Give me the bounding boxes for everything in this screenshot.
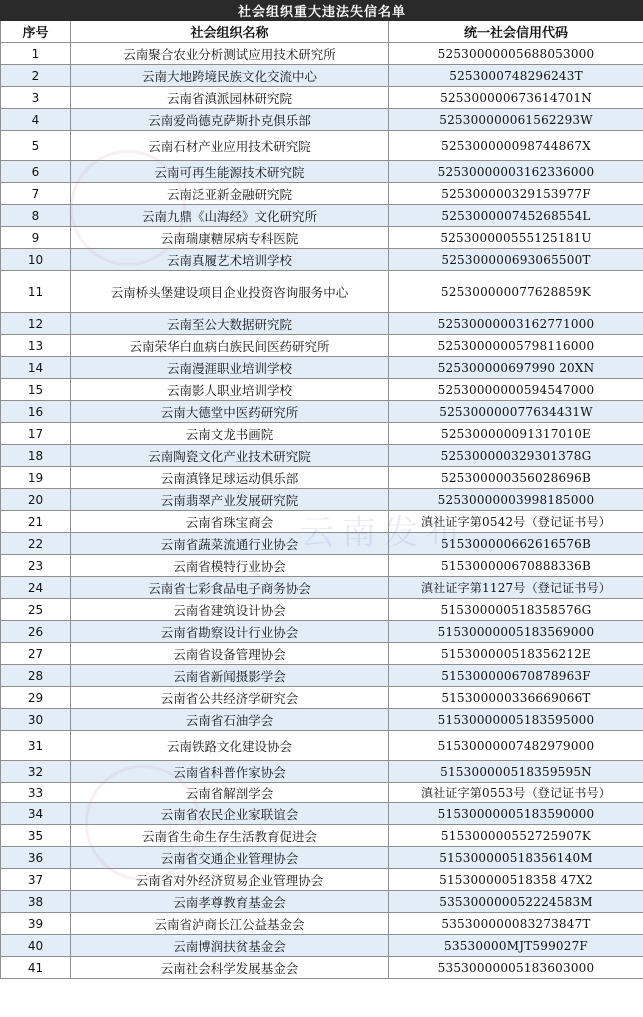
row-credit-code: 51530000005183590000 [389,803,643,825]
table-row [1,87,643,109]
table-row [1,205,643,227]
row-index: 6 [1,161,71,183]
row-org-name: 云南九鼎《山海经》文化研究所 [71,205,389,227]
row-index: 37 [1,869,71,891]
row-credit-code: 5253000748296243T [389,65,643,87]
row-index: 33 [1,783,71,803]
row-index: 15 [1,379,71,401]
table-row [1,43,643,65]
table-row [1,621,643,643]
row-credit-code: 525300000091317010E [389,423,643,445]
row-credit-code: 525300000555125181U [389,227,643,249]
row-org-name: 云南省建筑设计协会 [71,599,389,621]
row-org-name: 云南聚合农业分析测试应用技术研究所 [71,43,389,65]
row-index: 18 [1,445,71,467]
row-index: 38 [1,891,71,913]
row-index: 24 [1,577,71,599]
row-credit-code: 51530000005183569000 [389,621,643,643]
row-org-name: 云南石材产业应用技术研究院 [71,131,389,161]
row-index: 26 [1,621,71,643]
row-credit-code: 525300000356028696B [389,467,643,489]
row-credit-code: 515300000670878963F [389,665,643,687]
table-row [1,825,643,847]
table-row [1,803,643,825]
row-credit-code: 515300000518358576G [389,599,643,621]
row-index: 4 [1,109,71,131]
row-org-name: 云南省石油学会 [71,709,389,731]
table-row [1,489,643,511]
row-org-name: 云南省七彩食品电子商务协会 [71,577,389,599]
row-org-name: 云南省解剖学会 [71,783,389,803]
row-org-name: 云南省滇派园林研究院 [71,87,389,109]
table-row [1,511,643,533]
row-index: 10 [1,249,71,271]
table-row [1,731,643,761]
row-index: 34 [1,803,71,825]
row-credit-code: 535300000052224583M [389,891,643,913]
table-row [1,183,643,205]
row-org-name: 云南翡翠产业发展研究院 [71,489,389,511]
row-credit-code: 515300000552725907K [389,825,643,847]
row-credit-code: 52530000003998185000 [389,489,643,511]
row-credit-code: 515300000662616576B [389,533,643,555]
row-index: 12 [1,313,71,335]
table-row [1,401,643,423]
row-credit-code: 525300000077628859K [389,271,643,313]
row-credit-code: 525300000673614701N [389,87,643,109]
row-index: 8 [1,205,71,227]
table-title-row [1,1,643,21]
row-credit-code: 滇社证字第0553号（登记证书号） [389,783,643,803]
row-index: 2 [1,65,71,87]
row-org-name: 云南泛亚新金融研究院 [71,183,389,205]
row-credit-code: 525300000061562293W [389,109,643,131]
row-org-name: 云南社会科学发展基金会 [71,957,389,979]
row-credit-code: 525300000329153977F [389,183,643,205]
row-credit-code: 515300000518356140M [389,847,643,869]
row-credit-code: 525300000697990 20XN [389,357,643,379]
row-credit-code: 滇社证字第0542号（登记证书号） [389,511,643,533]
table-body [1,43,643,979]
row-index: 17 [1,423,71,445]
table-row [1,957,643,979]
table-row [1,665,643,687]
row-org-name: 云南至公大数据研究院 [71,313,389,335]
header-name: 社会组织名称 [71,21,389,43]
row-index: 25 [1,599,71,621]
table-row [1,227,643,249]
row-credit-code: 滇社证字第1127号（登记证书号） [389,577,643,599]
table-row [1,761,643,783]
row-credit-code: 535300000083273847T [389,913,643,935]
row-index: 29 [1,687,71,709]
table-row [1,869,643,891]
row-org-name: 云南省泸商长江公益基金会 [71,913,389,935]
row-credit-code: 525300000077634431W [389,401,643,423]
table-row [1,313,643,335]
row-org-name: 云南省设备管理协会 [71,643,389,665]
row-credit-code: 515300000336669066T [389,687,643,709]
row-credit-code: 52530000000594547000 [389,379,643,401]
row-index: 28 [1,665,71,687]
row-org-name: 云南真履艺术培训学校 [71,249,389,271]
row-index: 16 [1,401,71,423]
row-index: 11 [1,271,71,313]
row-credit-code: 525300000745268554L [389,205,643,227]
row-credit-code: 515300000670888336B [389,555,643,577]
row-index: 36 [1,847,71,869]
row-org-name: 云南铁路文化建设协会 [71,731,389,761]
row-org-name: 云南大地跨境民族文化交流中心 [71,65,389,87]
row-index: 7 [1,183,71,205]
row-index: 39 [1,913,71,935]
table-row [1,533,643,555]
row-org-name: 云南省勘察设计行业协会 [71,621,389,643]
row-org-name: 云南影人职业培训学校 [71,379,389,401]
row-org-name: 云南荣华白血病白族民间医药研究所 [71,335,389,357]
row-org-name: 云南省生命生存生活教育促进会 [71,825,389,847]
table-header-row [1,21,643,43]
row-index: 41 [1,957,71,979]
table-row [1,913,643,935]
row-index: 9 [1,227,71,249]
table-row [1,599,643,621]
table-row [1,131,643,161]
row-index: 14 [1,357,71,379]
table-row [1,357,643,379]
row-org-name: 云南省农民企业家联谊会 [71,803,389,825]
row-index: 27 [1,643,71,665]
row-org-name: 云南省模特行业协会 [71,555,389,577]
table-row [1,643,643,665]
row-org-name: 云南省对外经济贸易企业管理协会 [71,869,389,891]
table-row [1,555,643,577]
table-row [1,65,643,87]
row-index: 13 [1,335,71,357]
row-org-name: 云南省珠宝商会 [71,511,389,533]
row-credit-code: 525300000098744867X [389,131,643,161]
table-row [1,467,643,489]
table-row [1,335,643,357]
table-row [1,783,643,803]
row-index: 30 [1,709,71,731]
row-credit-code: 515300000518358 47X2 [389,869,643,891]
table-row [1,379,643,401]
table-title: 社会组织重大违法失信名单 [1,1,643,21]
row-credit-code: 52530000005688053000 [389,43,643,65]
row-org-name: 云南省公共经济学研究会 [71,687,389,709]
table-row [1,161,643,183]
row-credit-code: 52530000003162771000 [389,313,643,335]
row-org-name: 云南漫涯职业培训学校 [71,357,389,379]
row-credit-code: 52530000003162336000 [389,161,643,183]
table-row [1,709,643,731]
row-org-name: 云南滇锋足球运动俱乐部 [71,467,389,489]
row-org-name: 云南省新闻摄影学会 [71,665,389,687]
row-index: 32 [1,761,71,783]
row-org-name: 云南爱尚德克萨斯扑克俱乐部 [71,109,389,131]
row-org-name: 云南博润扶贫基金会 [71,935,389,957]
table-row [1,423,643,445]
row-org-name: 云南省科普作家协会 [71,761,389,783]
row-org-name: 云南孝尊教育基金会 [71,891,389,913]
row-credit-code: 53530000005183603000 [389,957,643,979]
row-credit-code: 515300000518359595N [389,761,643,783]
table-row [1,249,643,271]
row-index: 23 [1,555,71,577]
row-index: 21 [1,511,71,533]
row-index: 22 [1,533,71,555]
table-row [1,445,643,467]
row-index: 31 [1,731,71,761]
row-index: 20 [1,489,71,511]
header-index: 序号 [1,21,71,43]
row-org-name: 云南省交通企业管理协会 [71,847,389,869]
row-credit-code: 525300000693065500T [389,249,643,271]
row-org-name: 云南大德堂中医药研究所 [71,401,389,423]
table-row [1,109,643,131]
table-row [1,577,643,599]
row-credit-code: 525300000329301378G [389,445,643,467]
table-row [1,935,643,957]
table-row [1,847,643,869]
row-index: 40 [1,935,71,957]
header-code: 统一社会信用代码 [389,21,643,43]
table-row [1,891,643,913]
row-org-name: 云南文龙书画院 [71,423,389,445]
row-org-name: 云南可再生能源技术研究院 [71,161,389,183]
row-org-name: 云南瑞康糖尿病专科医院 [71,227,389,249]
row-credit-code: 53530000MJT599027F [389,935,643,957]
row-index: 1 [1,43,71,65]
row-org-name: 云南桥头堡建设项目企业投资咨询服务中心 [71,271,389,313]
row-index: 19 [1,467,71,489]
row-org-name: 云南省蔬菜流通行业协会 [71,533,389,555]
row-index: 35 [1,825,71,847]
row-credit-code: 515300000518356212E [389,643,643,665]
row-index: 3 [1,87,71,109]
row-credit-code: 51530000005183595000 [389,709,643,731]
table-row [1,271,643,313]
row-credit-code: 51530000007482979000 [389,731,643,761]
row-credit-code: 52530000005798116000 [389,335,643,357]
row-org-name: 云南陶瓷文化产业技术研究院 [71,445,389,467]
table-row [1,687,643,709]
row-index: 5 [1,131,71,161]
